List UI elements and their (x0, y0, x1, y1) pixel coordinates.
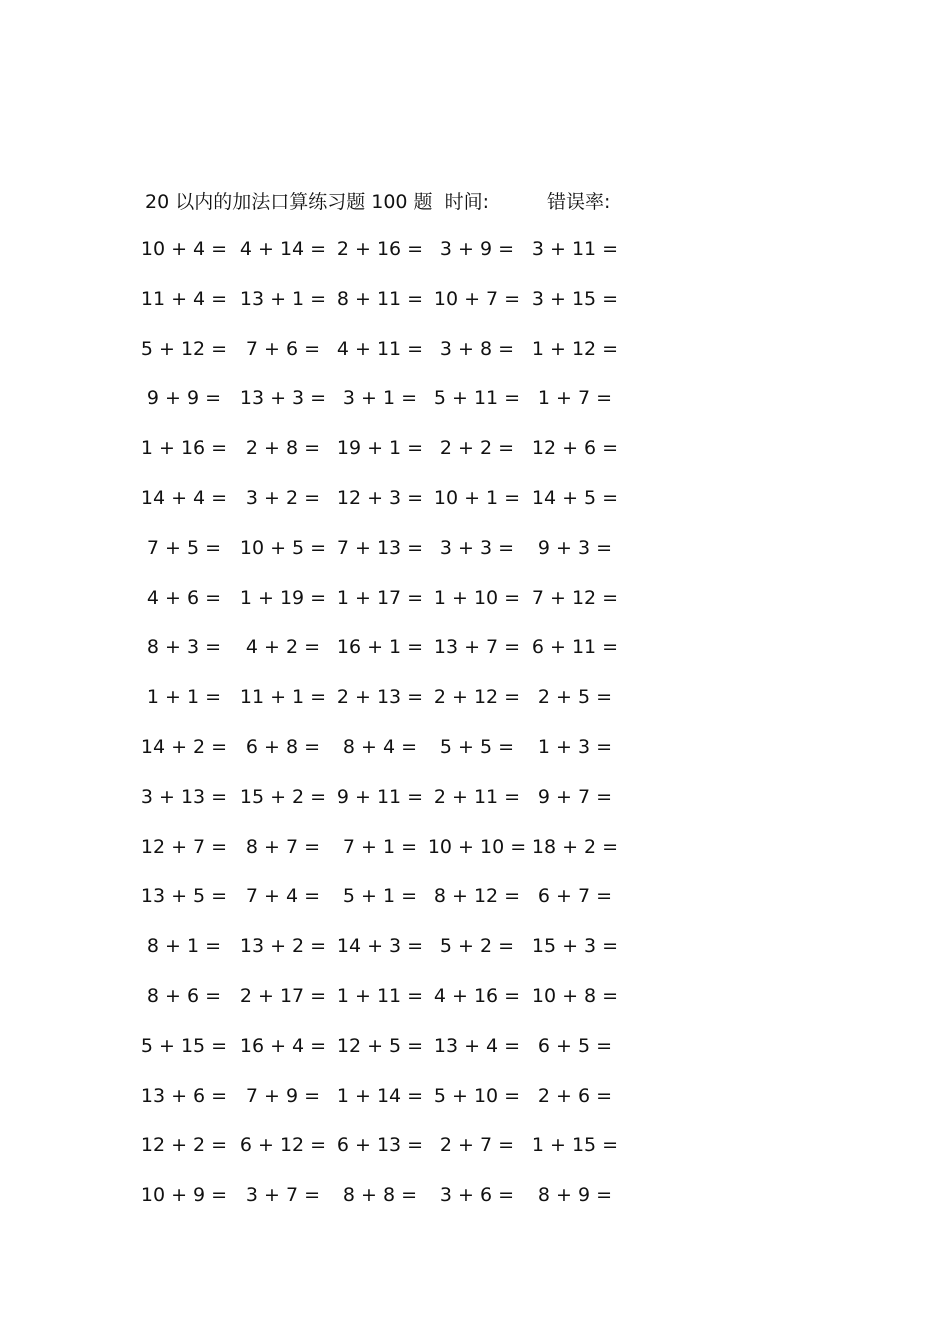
addition-problem: 13 + 6 = (140, 1084, 228, 1107)
addition-problem: 8 + 4 = (342, 735, 418, 758)
problem-row (0, 832, 950, 882)
addition-problem: 13 + 4 = (433, 1034, 521, 1057)
problem-row (0, 1180, 950, 1230)
addition-problem: 1 + 16 = (140, 437, 228, 460)
addition-problem: 3 + 6 = (439, 1184, 515, 1207)
addition-problem: 8 + 12 = (433, 885, 521, 908)
addition-problem: 2 + 16 = (336, 238, 424, 260)
addition-problem: 3 + 1 = (342, 387, 418, 410)
problem-row (0, 981, 950, 1031)
addition-problem: 14 + 3 = (336, 935, 424, 958)
addition-problem: 1 + 10 = (433, 586, 521, 609)
addition-problem: 13 + 5 = (140, 885, 228, 908)
addition-problem: 8 + 3 = (146, 636, 222, 659)
addition-problem: 13 + 1 = (239, 287, 327, 310)
addition-problem: 13 + 2 = (239, 935, 327, 958)
addition-problem: 12 + 2 = (140, 1134, 228, 1157)
addition-problem: 2 + 13 = (336, 686, 424, 709)
problem-row (0, 284, 950, 334)
addition-problem: 3 + 9 = (439, 238, 515, 260)
addition-problem: 4 + 2 = (245, 636, 321, 659)
addition-problem: 8 + 1 = (146, 935, 222, 958)
addition-problem: 2 + 8 = (245, 437, 321, 460)
addition-problem: 4 + 6 = (146, 586, 222, 609)
addition-problem: 1 + 17 = (336, 586, 424, 609)
problem-row (0, 483, 950, 533)
addition-problem: 16 + 4 = (239, 1034, 327, 1057)
addition-problem: 1 + 1 = (146, 686, 222, 709)
addition-problem: 5 + 15 = (140, 1034, 228, 1057)
addition-problem: 14 + 2 = (140, 735, 228, 758)
addition-problem: 10 + 5 = (239, 536, 327, 559)
addition-problem: 3 + 2 = (245, 486, 321, 509)
problem-row (0, 881, 950, 931)
addition-problem: 8 + 6 = (146, 984, 222, 1007)
problem-row (0, 1081, 950, 1131)
addition-problem: 2 + 6 = (537, 1084, 613, 1107)
addition-problem: 1 + 7 = (537, 387, 613, 410)
addition-problem: 3 + 13 = (140, 785, 228, 808)
addition-problem: 10 + 7 = (433, 287, 521, 310)
problem-row (0, 931, 950, 981)
addition-problem: 12 + 3 = (336, 486, 424, 509)
addition-problem: 10 + 10 = (427, 835, 527, 858)
addition-problem: 10 + 9 = (140, 1184, 228, 1207)
addition-problem: 5 + 11 = (433, 387, 521, 410)
addition-problem: 3 + 7 = (245, 1184, 321, 1207)
problem-grid (0, 234, 950, 1230)
addition-problem: 3 + 15 = (531, 287, 619, 310)
addition-problem: 9 + 3 = (537, 536, 613, 559)
addition-problem: 6 + 8 = (245, 735, 321, 758)
addition-problem: 13 + 3 = (239, 387, 327, 410)
problem-row (0, 383, 950, 433)
problem-row (0, 732, 950, 782)
addition-problem: 5 + 2 = (439, 935, 515, 958)
addition-problem: 7 + 13 = (336, 536, 424, 559)
time-label: 时间: (444, 190, 489, 213)
addition-problem: 16 + 1 = (336, 636, 424, 659)
addition-problem: 11 + 4 = (140, 287, 228, 310)
addition-problem: 5 + 1 = (342, 885, 418, 908)
addition-problem: 5 + 12 = (140, 337, 228, 360)
addition-problem: 2 + 2 = (439, 437, 515, 460)
addition-problem: 7 + 1 = (342, 835, 418, 858)
addition-problem: 14 + 4 = (140, 486, 228, 509)
addition-problem: 5 + 10 = (433, 1084, 521, 1107)
addition-problem: 4 + 14 = (239, 238, 327, 260)
problem-row (0, 632, 950, 682)
addition-problem: 6 + 5 = (537, 1034, 613, 1057)
addition-problem: 14 + 5 = (531, 486, 619, 509)
addition-problem: 10 + 8 = (531, 984, 619, 1007)
addition-problem: 2 + 12 = (433, 686, 521, 709)
addition-problem: 19 + 1 = (336, 437, 424, 460)
addition-problem: 15 + 2 = (239, 785, 327, 808)
problem-row (0, 533, 950, 583)
addition-problem: 8 + 11 = (336, 287, 424, 310)
addition-problem: 15 + 3 = (531, 935, 619, 958)
problem-row (0, 1031, 950, 1081)
addition-problem: 2 + 17 = (239, 984, 327, 1007)
addition-problem: 7 + 6 = (245, 337, 321, 360)
addition-problem: 8 + 9 = (537, 1184, 613, 1207)
problem-row (0, 782, 950, 832)
addition-problem: 9 + 11 = (336, 785, 424, 808)
addition-problem: 8 + 8 = (342, 1184, 418, 1207)
addition-problem: 12 + 6 = (531, 437, 619, 460)
addition-problem: 1 + 19 = (239, 586, 327, 609)
addition-problem: 2 + 7 = (439, 1134, 515, 1157)
addition-problem: 4 + 11 = (336, 337, 424, 360)
addition-problem: 10 + 4 = (140, 238, 228, 260)
error-rate-label: 错误率: (546, 190, 611, 213)
addition-problem: 2 + 11 = (433, 785, 521, 808)
addition-problem: 4 + 16 = (433, 984, 521, 1007)
addition-problem: 9 + 9 = (146, 387, 222, 410)
problem-row (0, 682, 950, 732)
addition-problem: 10 + 1 = (433, 486, 521, 509)
addition-problem: 12 + 7 = (140, 835, 228, 858)
addition-problem: 7 + 12 = (531, 586, 619, 609)
problem-row (0, 1130, 950, 1180)
addition-problem: 6 + 12 = (239, 1134, 327, 1157)
problem-row (0, 583, 950, 633)
addition-problem: 2 + 5 = (537, 686, 613, 709)
addition-problem: 7 + 5 = (146, 536, 222, 559)
addition-problem: 1 + 11 = (336, 984, 424, 1007)
addition-problem: 12 + 5 = (336, 1034, 424, 1057)
addition-problem: 3 + 3 = (439, 536, 515, 559)
worksheet-title: 20 以内的加法口算练习题 100 题 (145, 190, 433, 213)
problem-row (0, 334, 950, 384)
problem-row (0, 433, 950, 483)
addition-problem: 6 + 13 = (336, 1134, 424, 1157)
addition-problem: 3 + 11 = (531, 238, 619, 260)
addition-problem: 6 + 11 = (531, 636, 619, 659)
addition-problem: 8 + 7 = (245, 835, 321, 858)
problem-row (0, 234, 950, 284)
addition-problem: 7 + 9 = (245, 1084, 321, 1107)
worksheet-header (145, 186, 610, 214)
addition-problem: 1 + 12 = (531, 337, 619, 360)
addition-problem: 6 + 7 = (537, 885, 613, 908)
addition-problem: 1 + 15 = (531, 1134, 619, 1157)
addition-problem: 1 + 3 = (537, 735, 613, 758)
addition-problem: 1 + 14 = (336, 1084, 424, 1107)
addition-problem: 9 + 7 = (537, 785, 613, 808)
addition-problem: 3 + 8 = (439, 337, 515, 360)
addition-problem: 7 + 4 = (245, 885, 321, 908)
addition-problem: 13 + 7 = (433, 636, 521, 659)
addition-problem: 11 + 1 = (239, 686, 327, 709)
addition-problem: 5 + 5 = (439, 735, 515, 758)
addition-problem: 18 + 2 = (531, 835, 619, 858)
